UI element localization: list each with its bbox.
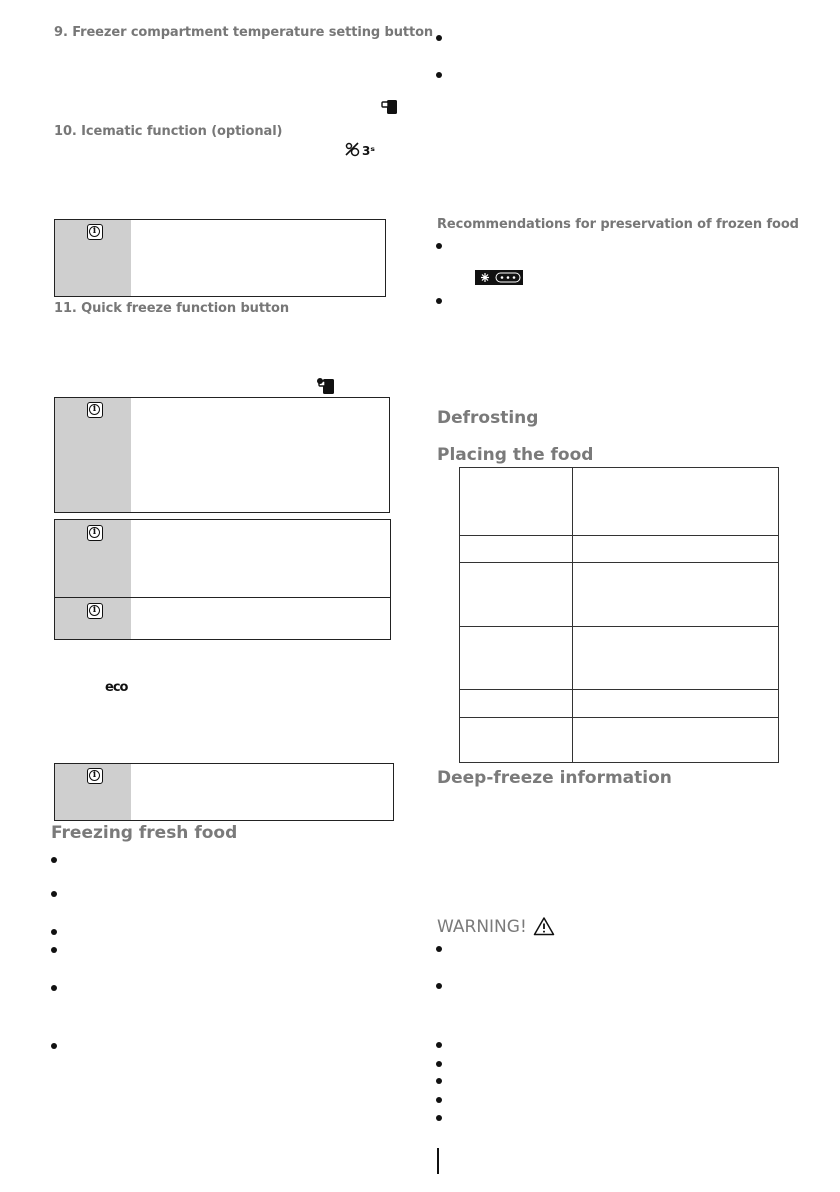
warning-triangle-icon (533, 916, 555, 936)
info-note-box (54, 763, 394, 821)
bullet (436, 946, 442, 952)
freezer-door-icon (381, 99, 399, 115)
four-star-freezer-icon (475, 270, 523, 285)
info-note-box (54, 519, 391, 640)
page-divider-mark (437, 1148, 439, 1174)
heading-icematic-function: 10. Icematic function (optional) (54, 124, 283, 139)
icematic-icon (344, 141, 384, 157)
info-note-box (54, 219, 386, 297)
bullet (51, 985, 57, 991)
bullet (436, 1097, 442, 1103)
bullet (436, 1061, 442, 1067)
bullet (51, 857, 57, 863)
bullet (51, 947, 57, 953)
heading-placing-the-food: Placing the food (437, 445, 594, 465)
info-icon: i (87, 402, 103, 418)
heading-recommendations-frozen-food: Recommendations for preservation of frozen food (437, 217, 799, 232)
heading-deep-freeze-information: Deep-freeze information (437, 768, 672, 788)
bullet (436, 1078, 442, 1084)
heading-defrosting: Defrosting (437, 408, 539, 428)
quick-freeze-icon (316, 377, 336, 395)
heading-quick-freeze-button: 11. Quick freeze function button (54, 301, 290, 316)
eco-icon: eco (105, 680, 128, 695)
info-icon: i (87, 768, 103, 784)
bullet (436, 983, 442, 989)
heading-warning: WARNING! (437, 917, 527, 937)
bullet (436, 35, 442, 41)
info-icon: i (87, 224, 103, 240)
heading-freezing-fresh-food: Freezing fresh food (51, 823, 238, 843)
bullet (436, 243, 442, 249)
info-icon: i (87, 525, 103, 541)
bullet (436, 1115, 442, 1121)
bullet (436, 1042, 442, 1048)
bullet (436, 72, 442, 78)
heading-freezer-temperature-button: 9. Freezer compartment temperature setting button (54, 25, 434, 40)
bullet (51, 1043, 57, 1049)
placing-food-table (459, 467, 780, 763)
bullet (436, 298, 442, 304)
icematic-icon-label: 3ˢ (362, 144, 375, 157)
info-icon: i (87, 603, 103, 619)
bullet (51, 891, 57, 897)
bullet (51, 929, 57, 935)
info-note-box (54, 397, 390, 513)
